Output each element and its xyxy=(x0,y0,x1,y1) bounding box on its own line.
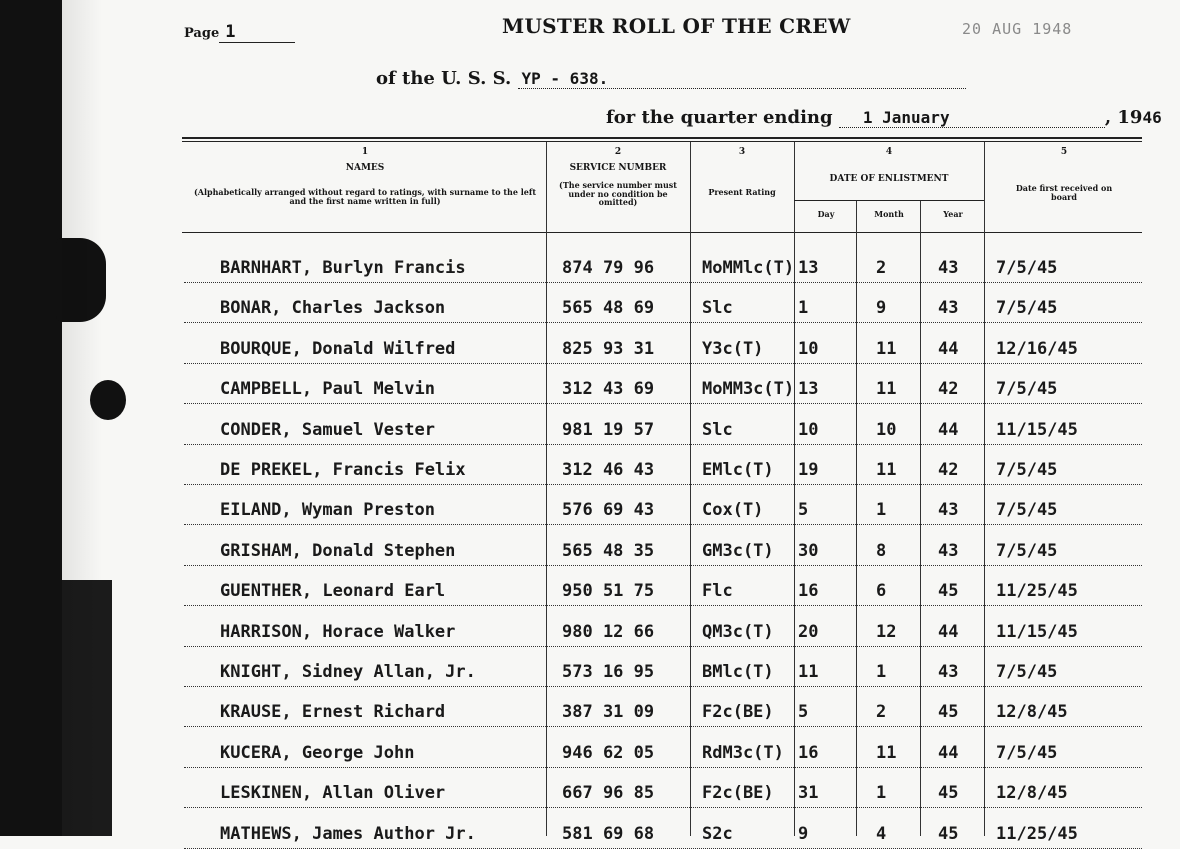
table-top-rule-2 xyxy=(182,141,1142,142)
crew-name: BOURQUE, Donald Wilfred xyxy=(220,338,456,359)
date-received: 11/25/45 xyxy=(996,823,1078,844)
present-rating: MoMMlc(T) xyxy=(702,258,795,278)
table-row xyxy=(184,496,1142,525)
col-year-header: Year xyxy=(943,209,963,219)
column-divider xyxy=(794,142,795,836)
col-title: Date first received on board xyxy=(1015,182,1113,202)
date-stamp: 20 AUG 1948 xyxy=(962,20,1073,38)
enlist-year: 44 xyxy=(938,419,959,440)
enlist-year: 45 xyxy=(938,702,959,723)
table-row xyxy=(184,416,1142,445)
table-row xyxy=(184,658,1142,687)
service-number: 874 79 96 xyxy=(562,258,655,278)
enlist-year: 43 xyxy=(938,500,959,521)
service-number: 312 43 69 xyxy=(562,379,655,400)
quarter-label: for the quarter ending xyxy=(606,107,833,128)
crew-name: KNIGHT, Sidney Allan, Jr. xyxy=(220,662,476,682)
date-received: 7/5/45 xyxy=(996,460,1058,480)
service-number: 825 93 31 xyxy=(562,338,655,359)
table-header-bottom-rule xyxy=(182,232,1142,233)
page-label-text: Page xyxy=(184,26,220,41)
service-number: 581 69 68 xyxy=(562,823,655,844)
col-title: SERVICE NUMBER xyxy=(569,162,667,173)
present-rating: Flc xyxy=(702,581,733,602)
table-top-rule xyxy=(182,137,1142,139)
col-note: (Alphabetically arranged without regard to ratings, with surname to the left and the first name written in full) xyxy=(193,186,537,206)
table-row xyxy=(184,375,1142,404)
crew-name: KRAUSE, Ernest Richard xyxy=(220,702,446,723)
document-title: MUSTER ROLL OF THE CREW xyxy=(502,14,851,38)
present-rating: Slc xyxy=(702,298,733,319)
ship-line xyxy=(376,68,966,89)
enlist-day: 30 xyxy=(798,540,819,561)
enlist-day: 20 xyxy=(798,621,819,642)
date-received: 7/5/45 xyxy=(996,298,1058,319)
enlist-year: 44 xyxy=(938,621,959,642)
page-number: 1 xyxy=(219,22,295,43)
col-number: 3 xyxy=(738,147,746,157)
present-rating: S2c xyxy=(702,823,733,844)
enlist-month: 11 xyxy=(876,338,897,359)
date-received: 7/5/45 xyxy=(996,540,1058,561)
present-rating: MoMM3c(T) xyxy=(702,379,795,400)
date-received: 11/15/45 xyxy=(996,419,1078,440)
enlist-day: 13 xyxy=(798,258,819,278)
table-row xyxy=(184,254,1142,283)
date-received: 12/8/45 xyxy=(996,783,1068,804)
present-rating: BMlc(T) xyxy=(702,662,774,682)
enlist-month: 11 xyxy=(876,460,897,480)
col-rating-header xyxy=(692,148,792,197)
crew-name: KUCERA, George John xyxy=(220,742,415,763)
table-row xyxy=(184,698,1142,727)
table-row xyxy=(184,335,1142,364)
crew-name: HARRISON, Horace Walker xyxy=(220,621,456,642)
table-row xyxy=(184,456,1142,485)
present-rating: Slc xyxy=(702,419,733,440)
present-rating: QM3c(T) xyxy=(702,621,774,642)
quarter-line xyxy=(606,107,1162,128)
enlist-day: 19 xyxy=(798,460,819,480)
table-row xyxy=(184,779,1142,808)
page-label xyxy=(184,22,295,43)
present-rating: RdM3c(T) xyxy=(702,742,784,763)
ship-name: YP - 638. xyxy=(518,69,966,89)
crew-name: GUENTHER, Leonard Earl xyxy=(220,581,446,602)
col-received-header xyxy=(986,148,1142,201)
table-row xyxy=(184,820,1142,849)
service-number: 573 16 95 xyxy=(562,662,655,682)
table-row xyxy=(184,618,1142,647)
service-number: 387 31 09 xyxy=(562,702,655,723)
service-number: 981 19 57 xyxy=(562,419,655,440)
enlist-year: 45 xyxy=(938,783,959,804)
present-rating: F2c(BE) xyxy=(702,702,774,723)
enlist-year: 43 xyxy=(938,298,959,319)
enlist-month: 1 xyxy=(876,662,887,682)
crew-name: BARNHART, Burlyn Francis xyxy=(220,258,466,278)
enlist-year: 42 xyxy=(938,460,959,480)
enlist-month: 6 xyxy=(876,581,887,602)
enlist-day: 5 xyxy=(798,702,809,723)
date-received: 7/5/45 xyxy=(996,500,1058,521)
enlist-month: 4 xyxy=(876,823,887,844)
table-row xyxy=(184,739,1142,768)
service-number: 980 12 66 xyxy=(562,621,655,642)
crew-name: LESKINEN, Allan Oliver xyxy=(220,783,446,804)
date-received: 11/25/45 xyxy=(996,581,1078,602)
present-rating: EMlc(T) xyxy=(702,460,774,480)
service-number: 950 51 75 xyxy=(562,581,655,602)
date-received: 7/5/45 xyxy=(996,742,1058,763)
col-day-header: Day xyxy=(817,209,835,219)
enlist-year: 43 xyxy=(938,540,959,561)
col-month-header: Month xyxy=(874,209,904,219)
date-received: 7/5/45 xyxy=(996,379,1058,400)
service-number: 565 48 35 xyxy=(562,540,655,561)
enlist-month: 1 xyxy=(876,500,887,521)
service-number: 312 46 43 xyxy=(562,460,655,480)
service-number: 576 69 43 xyxy=(562,500,655,521)
date-received: 7/5/45 xyxy=(996,258,1058,278)
enlist-day: 10 xyxy=(798,419,819,440)
enlist-day: 16 xyxy=(798,742,819,763)
col-service-header xyxy=(548,148,688,207)
enlist-day: 1 xyxy=(798,298,809,319)
enlist-month: 8 xyxy=(876,540,887,561)
quarter-value: 1 January xyxy=(839,108,1105,128)
binding-strip xyxy=(0,0,62,836)
enlist-month: 1 xyxy=(876,783,887,804)
date-received: 11/15/45 xyxy=(996,621,1078,642)
enlist-year: 43 xyxy=(938,258,959,278)
service-number: 667 96 85 xyxy=(562,783,655,804)
enlist-month: 11 xyxy=(876,742,897,763)
col-number: 4 xyxy=(885,147,893,157)
enlist-year: 44 xyxy=(938,742,959,763)
enlist-day: 10 xyxy=(798,338,819,359)
page-shadow xyxy=(62,0,102,836)
col-number: 2 xyxy=(614,147,622,157)
enlistment-subheader-rule xyxy=(794,200,984,201)
crew-name: EILAND, Wyman Preston xyxy=(220,500,435,521)
year-prefix: , 19 xyxy=(1104,107,1143,128)
enlist-year: 44 xyxy=(938,338,959,359)
col-note: (The service number must under no condition be omitted) xyxy=(559,179,677,208)
enlist-month: 2 xyxy=(876,702,887,723)
col-number: 1 xyxy=(361,147,369,157)
date-received: 12/8/45 xyxy=(996,702,1068,723)
column-divider xyxy=(690,142,691,836)
date-received: 12/16/45 xyxy=(996,338,1078,359)
crew-name: GRISHAM, Donald Stephen xyxy=(220,540,456,561)
present-rating: Y3c(T) xyxy=(702,338,764,359)
enlist-month: 2 xyxy=(876,258,887,278)
crew-name: CAMPBELL, Paul Melvin xyxy=(220,379,435,400)
enlist-year: 43 xyxy=(938,662,959,682)
crew-name: MATHEWS, James Author Jr. xyxy=(220,823,476,844)
table-row xyxy=(184,537,1142,566)
crew-name: DE PREKEL, Francis Felix xyxy=(220,460,466,480)
enlist-month: 9 xyxy=(876,298,887,319)
col-names-header xyxy=(184,148,546,205)
year-suffix: 46 xyxy=(1142,108,1162,127)
enlist-month: 12 xyxy=(876,621,897,642)
column-divider xyxy=(546,142,547,836)
enlist-day: 16 xyxy=(798,581,819,602)
col-title: Present Rating xyxy=(708,186,776,197)
date-received: 7/5/45 xyxy=(996,662,1058,682)
present-rating: F2c(BE) xyxy=(702,783,774,804)
col-enlistment-header xyxy=(796,148,982,185)
enlist-day: 13 xyxy=(798,379,819,400)
enlist-year: 45 xyxy=(938,823,959,844)
column-divider xyxy=(984,142,985,836)
present-rating: Cox(T) xyxy=(702,500,764,521)
service-number: 565 48 69 xyxy=(562,298,655,319)
enlist-day: 31 xyxy=(798,783,819,804)
service-number: 946 62 05 xyxy=(562,742,655,763)
col-number: 5 xyxy=(1060,147,1068,157)
enlist-year: 45 xyxy=(938,581,959,602)
table-row xyxy=(184,294,1142,323)
col-title: DATE OF ENLISTMENT xyxy=(829,173,949,184)
present-rating: GM3c(T) xyxy=(702,540,774,561)
crew-name: CONDER, Samuel Vester xyxy=(220,419,435,440)
enlist-day: 5 xyxy=(798,500,809,521)
enlist-day: 9 xyxy=(798,823,809,844)
enlist-year: 42 xyxy=(938,379,959,400)
enlist-month: 11 xyxy=(876,379,897,400)
crew-name: BONAR, Charles Jackson xyxy=(220,298,446,319)
ship-label: of the U. S. S. xyxy=(376,68,512,89)
table-row xyxy=(184,577,1142,606)
enlist-month: 10 xyxy=(876,419,897,440)
enlist-day: 11 xyxy=(798,662,819,682)
col-title: NAMES xyxy=(345,162,385,173)
